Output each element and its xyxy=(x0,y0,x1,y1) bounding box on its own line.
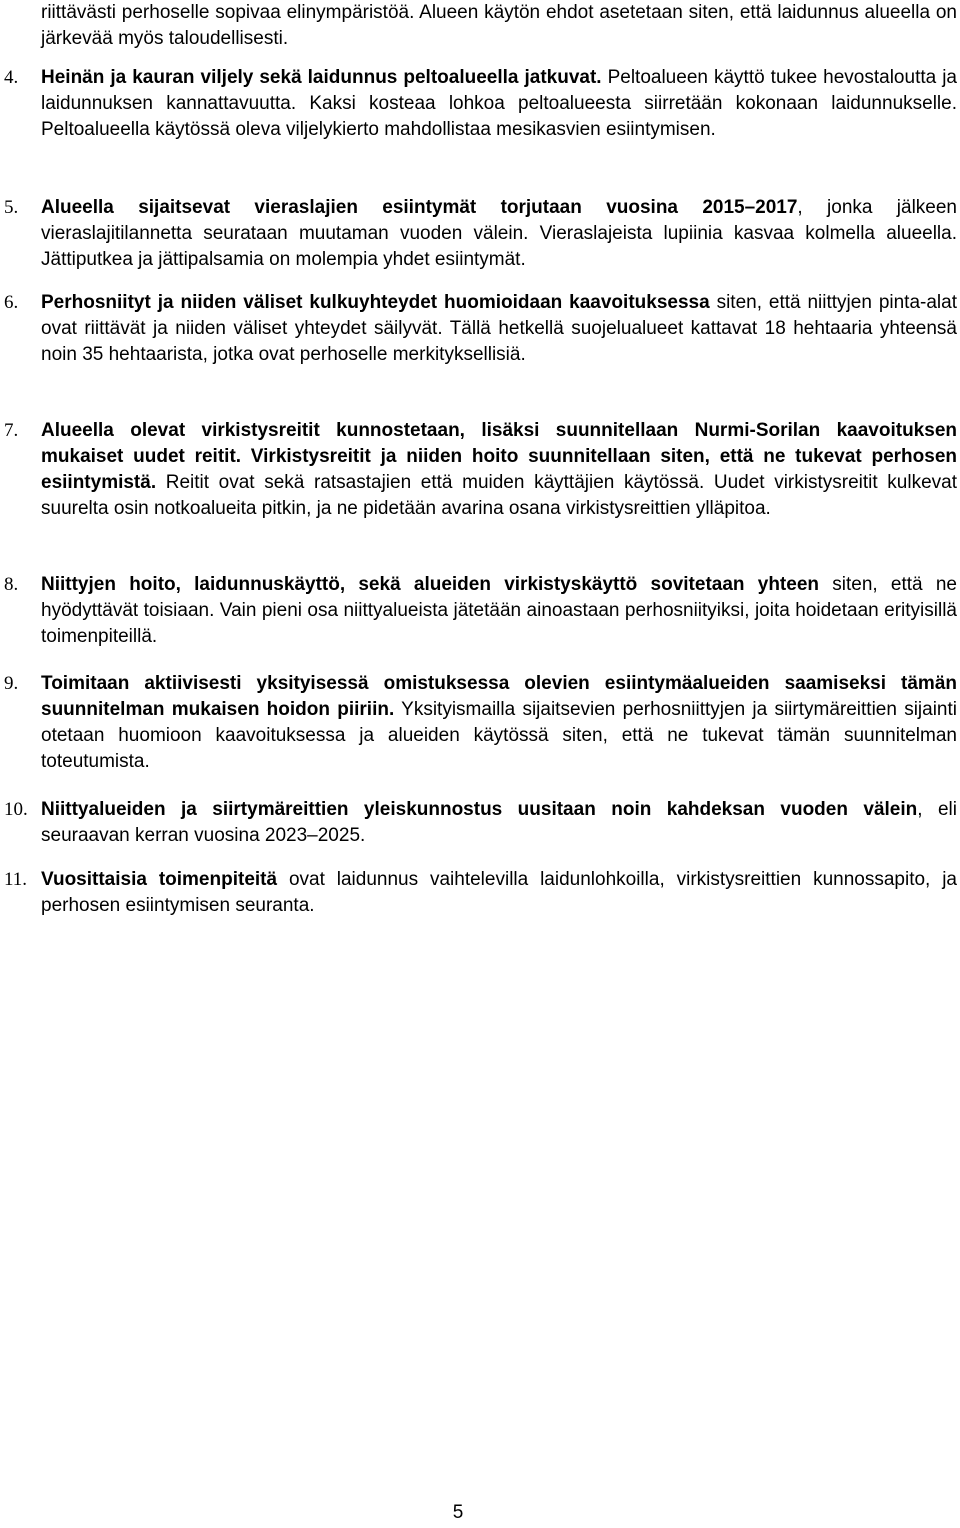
item-text xyxy=(41,290,957,368)
item-bold-lead: Alueella olevat virkistysreitit kunnostetaan, lisäksi suunnitellaan Nurmi-Sorilan kaavoituksen mukaiset uudet reitit. Virkistysreitit ja niiden hoito suunnitellaan siten, että ne tukevat perhosen esiintymistä. xyxy=(41,420,957,493)
item-bold-lead: Alueella sijaitsevat vieraslajien esiintymät torjutaan vuosina 2015–2017 xyxy=(41,197,798,218)
item-bold-lead: Heinän ja kauran viljely sekä laidunnus peltoalueella jatkuvat. xyxy=(41,67,602,88)
item-text xyxy=(41,418,957,522)
item-number: 9. xyxy=(4,673,19,694)
item-bold-lead: Vuosittaisia toimenpiteitä xyxy=(41,869,278,890)
item-number: 8. xyxy=(4,574,19,595)
item-text xyxy=(41,65,957,143)
item-number: 10. xyxy=(4,799,28,820)
item-bold-lead: Niittyalueiden ja siirtymäreittien yleiskunnostus uusitaan noin kahdeksan vuoden välein xyxy=(41,799,918,820)
item-number: 5. xyxy=(4,197,19,218)
item-text xyxy=(41,572,957,650)
item-body: , eli seuraavan kerran vuosina 2023–2025. xyxy=(41,799,957,846)
item-text xyxy=(41,195,957,273)
item-text xyxy=(41,671,957,775)
item-body: siten, että niittyjen pinta-alat ovat riittävät ja niiden väliset yhteydet säilyvät. Tällä hetkellä suojelualueet kattavat 18 hehtaaria yhteensä noin 35 hehtaarista, jotka ovat perhoselle merkityksellisiä. xyxy=(41,292,957,365)
item-number: 4. xyxy=(4,67,19,88)
item-body: , jonka jälkeen vieraslajitilannetta seurataan muutaman vuoden välein. Vieraslajeista lupiinia kasvaa kolmella alueella. Jättiputkea ja jättipalsamia on molempia yhdet esiintymät. xyxy=(41,197,957,270)
page-number: 5 xyxy=(452,1502,464,1523)
item-number: 11. xyxy=(4,869,28,890)
item-body: ovat laidunnus vaihtelevilla laidunlohkoilla, virkistysreittien kunnossapito, ja perhosen esiintymisen seuranta. xyxy=(41,869,957,916)
item-body: siten, että ne hyödyttävät toisiaan. Vain pieni osa niittyalueista jätetään ainoastaan perhosniityiksi, joita hoidetaan erityisillä toimenpiteillä. xyxy=(41,574,957,647)
item-bold-lead: Niittyjen hoito, laidunnuskäyttö, sekä alueiden virkistyskäyttö sovitetaan yhteen xyxy=(41,574,819,595)
intro-paragraph: riittävästi perhoselle sopivaa elinympäristöä. Alueen käytön ehdot asetetaan siten, että laidunnus alueella on järkevää myös taloudellisesti. xyxy=(41,2,957,49)
item-bold-lead: Perhosniityt ja niiden väliset kulkuyhteydet huomioidaan kaavoituksessa xyxy=(41,292,710,313)
item-text xyxy=(41,867,957,919)
item-number: 7. xyxy=(4,420,19,441)
item-body: Peltoalueen käyttö tukee hevostaloutta ja laidunnuksen kannattavuutta. Kaksi kosteaa lohkoa peltoalueesta siirretään kokonaan laidunnukselle. Peltoalueella käytössä oleva viljelykierto mahdollistaa mesikasvien esiintymisen. xyxy=(41,67,957,140)
item-body: Yksityismailla sijaitsevien perhosniittyjen ja siirtymäreittien sijainti otetaan huomioon kaavoituksessa ja alueiden käytössä siten, että ne tukevat tämän suunnitelman toteutumista. xyxy=(41,699,957,772)
item-text xyxy=(41,797,957,849)
item-number: 6. xyxy=(4,292,19,313)
item-bold-lead: Toimitaan aktiivisesti yksityisessä omistuksessa olevien esiintymäalueiden saamiseksi tämän suunnitelman mukaisen hoidon piiriin. xyxy=(41,673,957,720)
item-body: Reitit ovat sekä ratsastajien että muiden käyttäjien käytössä. Uudet virkistysreitit kulkevat suurelta osin notkoalueita pitkin, ja ne pidetään avarina osana virkistysreittien ylläpitoa. xyxy=(41,472,957,519)
